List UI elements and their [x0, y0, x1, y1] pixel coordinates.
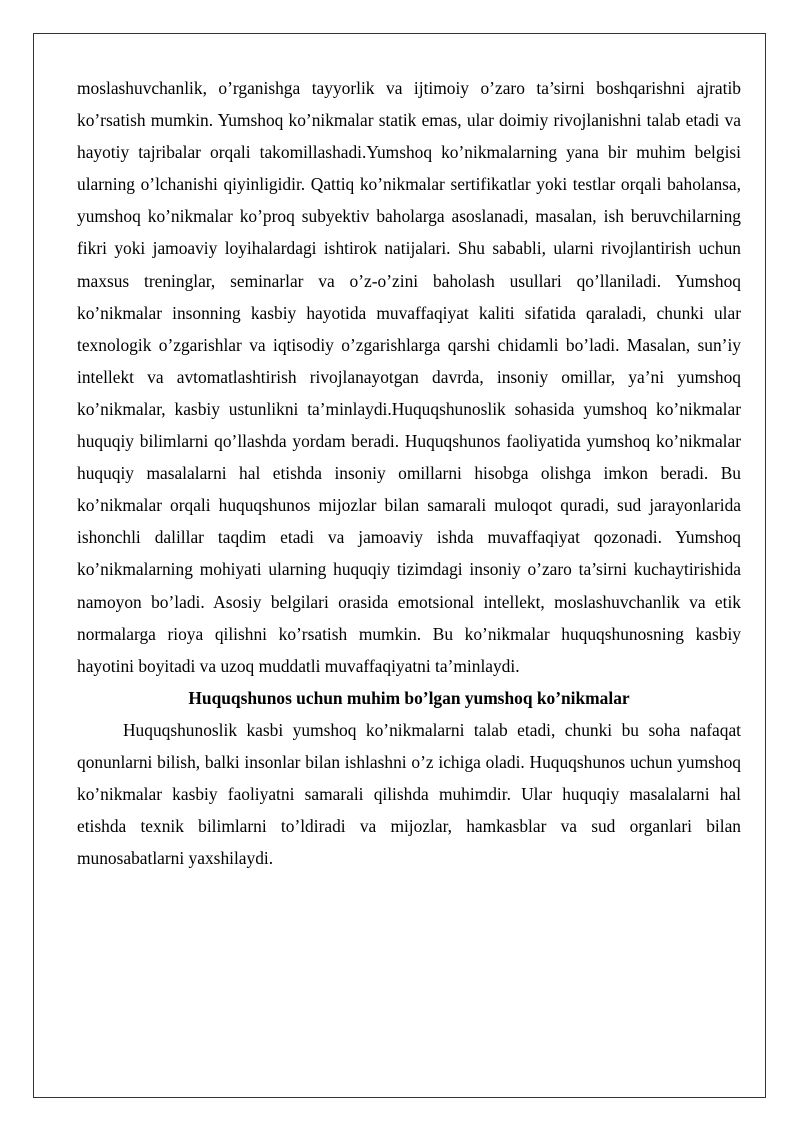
body-paragraph: Huquqshunoslik kasbi yumshoq ko’nikmalarni talab etadi, chunki bu soha nafaqat qonunlarni bilish, balki insonlar bilan ishlashni o’z ichiga oladi. Huquqshunos uchun yumshoq ko’nikmalar kasbiy faoliyatni samarali qilishda muhimdir. Ular huquqiy masalalarni hal etishda texnik bilimlarni to’ldiradi va mijozlar, hamkasblar va sud organlari bilan munosabatlarni yaxshilaydi. — [77, 719, 741, 869]
section-heading: Huquqshunos uchun muhim bo’lgan yumshoq ko’nikmalar — [188, 687, 630, 708]
document-body — [77, 72, 741, 874]
body-paragraph: moslashuvchanlik, o’rganishga tayyorlik va ijtimoiy o’zaro ta’sirni boshqarishni ajratib ko’rsatish mumkin. Yumshoq ko’nikmalar statik emas, ular doimiy rivojlanishni talab etadi va hayotiy tajribalar orqali takomillashadi.Yumshoq ko’nikmalarning yana bir muhim belgisi ularning o’lchanishi qiyinligidir. Qattiq ko’nikmalar sertifikatlar yoki testlar orqali baholansa, yumshoq ko’nikmalar ko’proq subyektiv baholarga asoslanadi, masalan, ish beruvchilarning fikri yoki jamoaviy loyihalardagi ishtirok natijalari. Shu sababli, ularni rivojlantirish uchun maxsus treninglar, seminarlar va o’z-o’zini baholash usullari qo’llaniladi. Yumshoq ko’nikmalar insonning kasbiy hayotida muvaffaqiyat kaliti sifatida qaraladi, chunki ular texnologik o’zgarishlar va iqtisodiy o’zgarishlarga qarshi chidamli bo’ladi. Masalan, sun’iy intellekt va avtomatlashtirish rivojlanayotgan davrda, insoniy omillar, ya’ni yumshoq ko’nikmalar, kasbiy ustunlikni ta’minlaydi.Huquqshunoslik sohasida yumshoq ko’nikmalar huquqiy bilimlarni qo’llashda yordam beradi. Huquqshunos faoliyatida yumshoq ko’nikmalar huquqiy masalalarni hal etishda insoniy omillarni hisobga olishga imkon beradi. Bu ko’nikmalar orqali huquqshunos mijozlar bilan samarali muloqot quradi, sud jarayonlarida ishonchli dalillar taqdim etadi va jamoaviy ishda muvaffaqiyat qozonadi. Yumshoq ko’nikmalarning mohiyati ularning huquqiy tizimdagi insoniy o’zaro ta’sirni kuchaytirishida namoyon bo’ladi. Asosiy belgilari orasida emotsional intellekt, moslashuvchanlik va etik normalarga rioya qilishni ko’rsatish mumkin. Bu ko’nikmalar huquqshunosning kasbiy hayotini boyitadi va uzoq muddatli muvaffaqiyatni ta’minlaydi. — [77, 78, 741, 676]
